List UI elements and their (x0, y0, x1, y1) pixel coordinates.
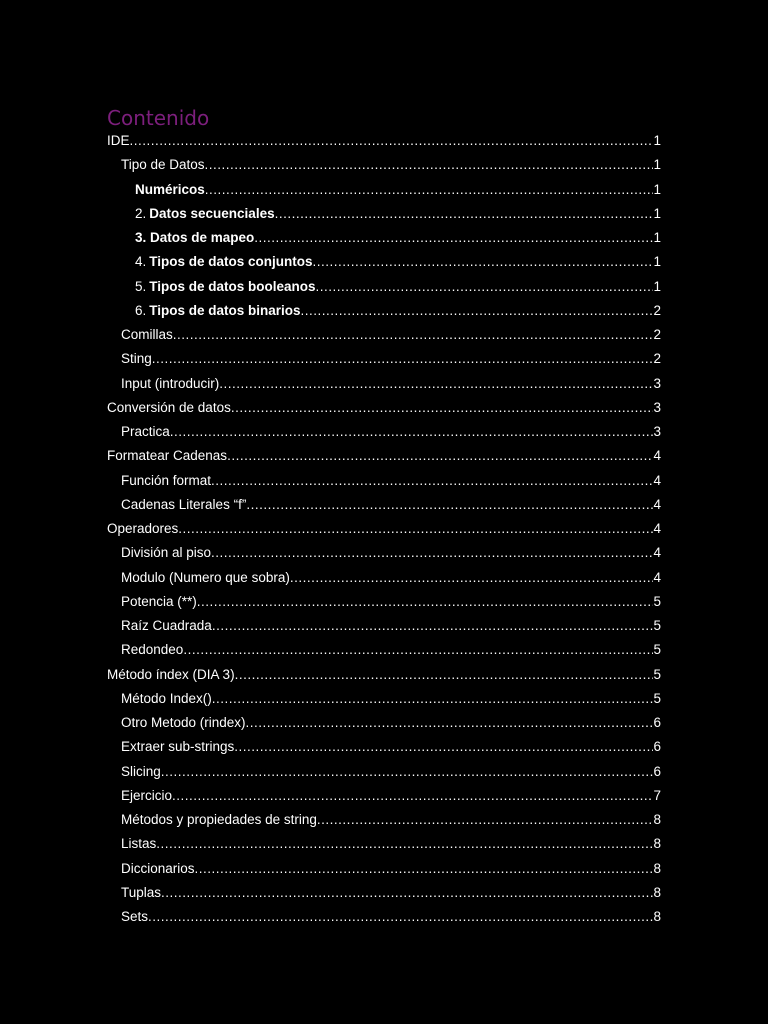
toc-entry-text: Tipo de Datos (121, 157, 205, 173)
toc-page-number: 4 (653, 545, 661, 561)
toc-entry-label (135, 250, 313, 274)
toc-entry-text: Practica (121, 424, 170, 439)
dot-leader (156, 832, 653, 856)
toc-entry-label (135, 226, 254, 250)
toc-page-number: 3 (653, 375, 661, 391)
toc-entry-label (121, 857, 195, 881)
toc-entry-label (121, 687, 212, 711)
toc-entry-text: Numéricos (135, 181, 205, 197)
toc-entry-label (107, 396, 231, 420)
toc-entry[interactable] (107, 250, 661, 274)
dot-leader (235, 663, 653, 687)
toc-entry[interactable] (107, 517, 661, 541)
toc-entry-label (121, 153, 205, 177)
toc-entry[interactable] (107, 396, 661, 420)
dot-leader (152, 347, 653, 371)
toc-entry-label (135, 275, 316, 299)
toc-entry-text: Extraer sub-strings (121, 739, 235, 755)
toc-entry[interactable] (107, 687, 661, 711)
toc-entry[interactable] (107, 784, 661, 808)
dot-leader (173, 323, 653, 347)
toc-entry[interactable] (107, 202, 661, 226)
toc-page-number: 1 (653, 254, 661, 270)
dot-leader (183, 638, 653, 662)
toc-entry[interactable] (107, 638, 661, 662)
toc-entry[interactable] (107, 299, 661, 323)
toc-entry-label (135, 178, 205, 202)
dot-leader (211, 541, 653, 565)
dot-leader (161, 760, 653, 784)
toc-entry-text: Tipos de datos conjuntos (149, 254, 313, 270)
toc-entry-text: Input (introducir) (121, 375, 220, 391)
toc-entry-number: 4. (135, 254, 147, 270)
toc-entry-label (107, 517, 178, 541)
toc-entry[interactable] (107, 275, 661, 299)
toc-entry-text: Datos secuenciales (149, 205, 275, 221)
toc-entry-text: Otro Metodo (rindex) (121, 715, 246, 730)
dot-leader (178, 517, 653, 541)
dot-leader (212, 687, 653, 711)
toc-entry-label (121, 760, 161, 784)
toc-entry[interactable] (107, 493, 661, 517)
toc-entry-text: IDE (107, 133, 130, 148)
toc-entry-label (121, 347, 152, 371)
toc-entry[interactable] (107, 420, 661, 444)
dot-leader (227, 444, 653, 468)
toc-heading: Contenido (107, 106, 210, 130)
toc-entry-label (107, 129, 130, 153)
toc-entry-text: Conversión de datos (107, 399, 231, 415)
toc-entry-label (121, 784, 172, 808)
toc-entry[interactable] (107, 444, 661, 468)
toc-entry[interactable] (107, 372, 661, 396)
toc-page-number: 8 (653, 909, 661, 924)
toc-page-number: 5 (653, 642, 661, 658)
table-of-contents (107, 129, 661, 929)
toc-entry[interactable] (107, 153, 661, 177)
toc-entry-label (121, 372, 219, 396)
toc-entry[interactable] (107, 760, 661, 784)
toc-entry-text: Cadenas Literales “f” (121, 496, 247, 512)
toc-entry-text: Sting (121, 351, 152, 367)
toc-page-number: 1 (653, 181, 661, 197)
toc-entry-label (135, 299, 301, 323)
toc-page-number: 6 (653, 739, 661, 755)
toc-entry[interactable] (107, 857, 661, 881)
toc-entry-text: Comillas (121, 327, 173, 342)
toc-entry-text: Método Index() (121, 690, 212, 706)
toc-entry-number: 5. (135, 278, 147, 294)
toc-entry-text: Redondeo (121, 642, 184, 658)
toc-page-number: 4 (653, 569, 661, 585)
toc-page-number: 5 (653, 618, 661, 633)
toc-entry-number: 6. (135, 302, 147, 318)
toc-entry[interactable] (107, 129, 661, 153)
toc-entry-label (121, 905, 148, 929)
dot-leader (301, 299, 653, 323)
dot-leader (170, 420, 653, 444)
toc-entry-label (121, 881, 161, 905)
dot-leader (246, 493, 653, 517)
dot-leader (219, 372, 653, 396)
dot-leader (254, 226, 653, 250)
toc-entry-text: Tuplas (121, 884, 162, 900)
toc-page-number: 1 (653, 278, 661, 294)
toc-entry[interactable] (107, 347, 661, 371)
toc-entry-text: Modulo (Numero que sobra) (121, 569, 290, 585)
toc-entry-text: División al piso (121, 545, 212, 561)
dot-leader (148, 905, 653, 929)
toc-entry-label (121, 541, 211, 565)
toc-entry-text: Diccionarios (121, 860, 195, 876)
toc-entry-text: Potencia (**) (121, 593, 197, 609)
toc-entry[interactable] (107, 323, 661, 347)
toc-entry[interactable] (107, 566, 661, 590)
toc-entry-label (121, 566, 290, 590)
toc-page-number: 4 (653, 496, 661, 512)
toc-entry-text: Ejercicio (121, 787, 173, 803)
toc-page-number: 4 (653, 472, 661, 488)
toc-page-number: 3 (653, 399, 661, 415)
toc-page-number: 4 (653, 521, 661, 536)
toc-entry-label (135, 202, 275, 226)
toc-entry-label (121, 711, 246, 735)
dot-leader (317, 808, 653, 832)
toc-entry-label (121, 493, 246, 517)
dot-leader (195, 857, 653, 881)
toc-entry-label (121, 323, 173, 347)
toc-page-number: 1 (653, 133, 661, 148)
toc-entry-number: 2. (135, 205, 147, 221)
toc-entry-label (121, 638, 183, 662)
toc-entry-label (121, 832, 156, 856)
toc-entry-text: Sets (121, 909, 149, 924)
toc-entry-text: Listas (121, 836, 157, 852)
dot-leader (172, 784, 653, 808)
toc-entry[interactable] (107, 541, 661, 565)
toc-page-number: 2 (653, 351, 661, 367)
toc-entry[interactable] (107, 469, 661, 493)
toc-page-number: 5 (653, 690, 661, 706)
toc-entry-text: Método índex (DIA 3) (107, 666, 235, 682)
dot-leader (290, 566, 653, 590)
toc-page-number: 4 (653, 448, 661, 464)
dot-leader (212, 614, 653, 638)
toc-entry-text: Tipos de datos binarios (149, 302, 301, 318)
toc-entry-label (121, 808, 317, 832)
toc-entry-text: Formatear Cadenas (107, 448, 228, 464)
toc-entry-label (121, 420, 170, 444)
toc-entry[interactable] (107, 711, 661, 735)
toc-entry[interactable] (107, 735, 661, 759)
toc-entry-text: Tipos de datos booleanos (149, 278, 316, 294)
toc-page-number: 2 (653, 327, 661, 342)
dot-leader (197, 590, 653, 614)
toc-page-number: 5 (653, 666, 661, 682)
toc-page-number: 8 (653, 812, 661, 827)
toc-page-number: 1 (653, 205, 661, 221)
toc-entry-text: Operadores (107, 521, 179, 536)
toc-page-number: 8 (653, 836, 661, 852)
dot-leader (211, 469, 653, 493)
toc-entry[interactable] (107, 832, 661, 856)
toc-entry[interactable] (107, 881, 661, 905)
dot-leader (246, 711, 653, 735)
toc-entry[interactable] (107, 226, 661, 250)
toc-entry-text: 3. Datos de mapeo (135, 230, 255, 245)
toc-page-number: 5 (653, 593, 661, 609)
toc-page-number: 2 (653, 302, 661, 318)
dot-leader (231, 396, 653, 420)
toc-page-number: 8 (653, 860, 661, 876)
toc-page-number: 3 (653, 424, 661, 439)
dot-leader (313, 250, 653, 274)
dot-leader (316, 275, 653, 299)
dot-leader (205, 153, 653, 177)
toc-page-number: 6 (653, 715, 661, 730)
toc-page-number: 1 (653, 157, 661, 173)
dot-leader (130, 129, 653, 153)
toc-page-number: 6 (653, 763, 661, 779)
toc-entry[interactable] (107, 663, 661, 687)
dot-leader (161, 881, 653, 905)
toc-entry-label (107, 663, 235, 687)
toc-entry-label (121, 614, 212, 638)
toc-entry[interactable] (107, 808, 661, 832)
dot-leader (205, 178, 653, 202)
toc-entry-text: Slicing (121, 763, 161, 779)
dot-leader (275, 202, 653, 226)
toc-page-number: 7 (653, 787, 661, 803)
toc-entry[interactable] (107, 178, 661, 202)
toc-entry-text: Función format (121, 472, 212, 488)
toc-entry-label (121, 590, 197, 614)
toc-page-number: 8 (653, 884, 661, 900)
toc-entry-label (107, 444, 227, 468)
toc-entry[interactable] (107, 614, 661, 638)
toc-entry-text: Métodos y propiedades de string (121, 812, 317, 827)
toc-entry-label (121, 735, 234, 759)
toc-page-number: 1 (653, 230, 661, 245)
dot-leader (234, 735, 653, 759)
toc-entry[interactable] (107, 590, 661, 614)
toc-entry-label (121, 469, 211, 493)
toc-entry-text: Raíz Cuadrada (121, 618, 212, 633)
toc-entry[interactable] (107, 905, 661, 929)
